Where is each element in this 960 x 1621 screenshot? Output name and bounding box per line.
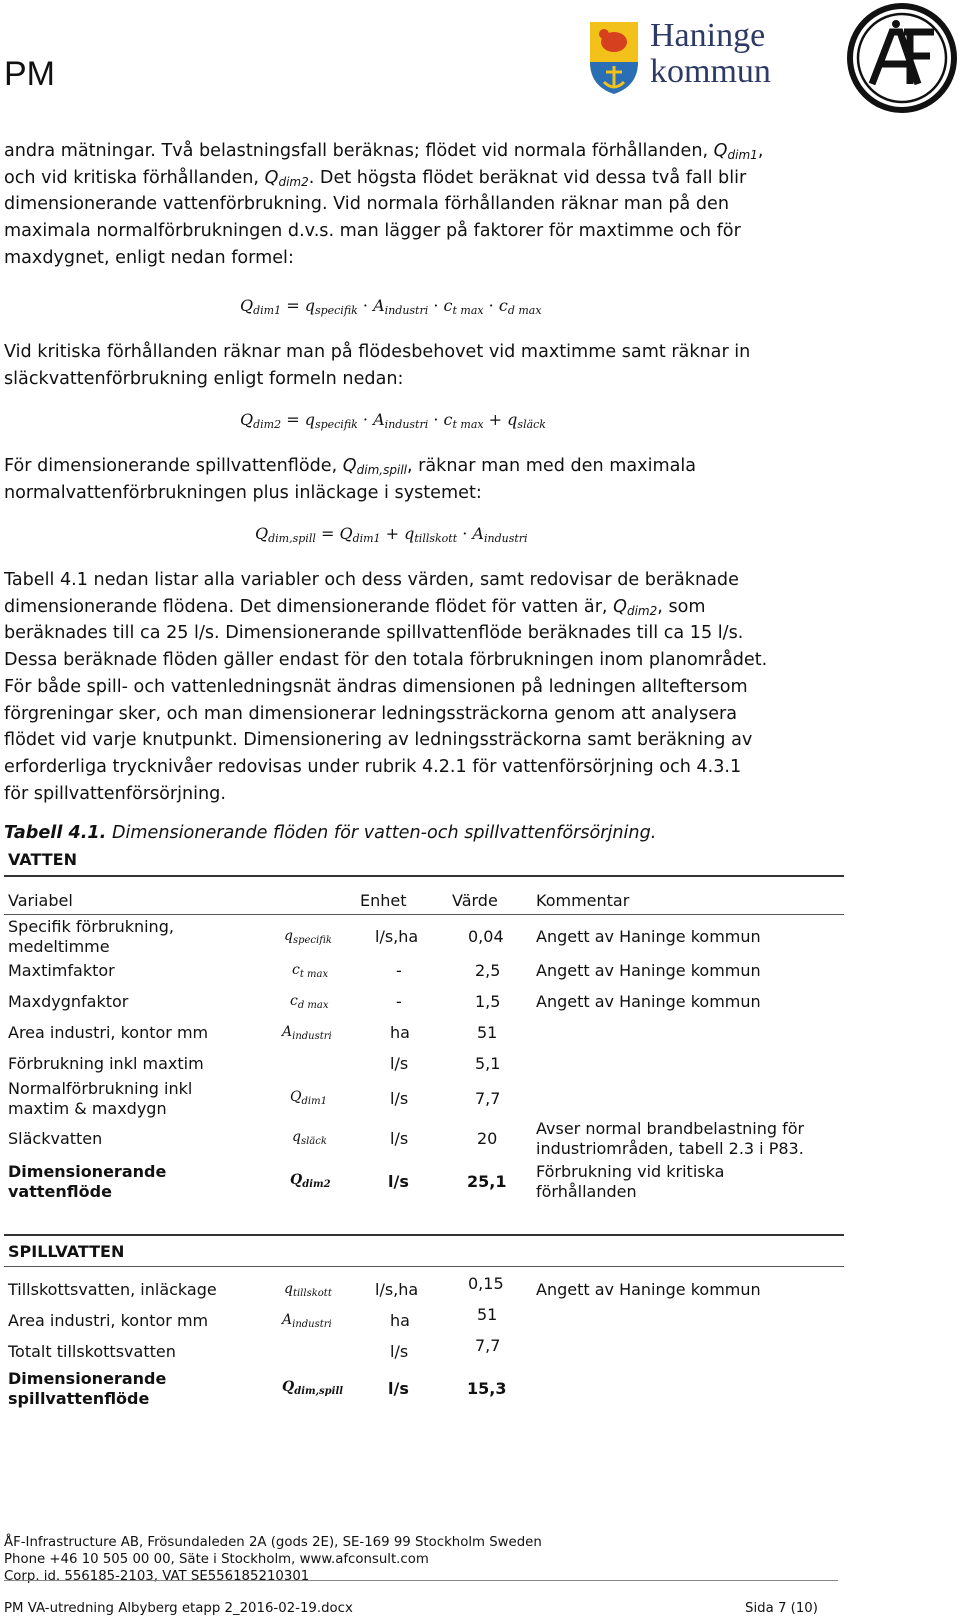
divider — [4, 1266, 844, 1267]
document-type-label: PM — [4, 55, 55, 93]
table-caption: Tabell 4.1. Dimensionerande flöden för vatten-och spillvattenförsörjning. — [4, 823, 657, 843]
logo-text-haninge: Haninge — [650, 17, 766, 54]
af-logo-icon — [846, 2, 958, 114]
section-title-spillvatten: SPILLVATTEN — [8, 1242, 125, 1261]
paragraph-critical-conditions: Vid kritiska förhållanden räknar man på flödesbehovet vid maxtimme samt räknar in släckvattenförbrukning enligt formeln nedan: — [4, 342, 751, 389]
formula-qdimspill: $Q_{dim,spill} = Q_{dim1} + q_{tillskott} \cdot A_{industri}$ — [255, 524, 528, 545]
footer-company-address: ÅF-Infrastructure AB, Frösundaleden 2A (gods 2E), SE-169 99 Stockholm Sweden — [4, 1535, 542, 1550]
formula-qdim2: $Q_{dim2} = q_{specifik} \cdot A_{industri} \cdot c_{t max} + q_{släck}$ — [240, 410, 546, 431]
section-title-vatten: VATTEN — [8, 850, 77, 869]
header-unit: Enhet — [360, 891, 407, 910]
header-value: Värde — [452, 891, 498, 910]
footer-corp-id: Corp. id. 556185-2103, VAT SE556185210301 — [4, 1569, 310, 1584]
paragraph-normal-conditions: andra mätningar. Två belastningsfall beräknas; flödet vid normala förhållanden, $Q_{dim1}$, och vid kritiska förhållanden, $Q_{dim2}$. Det högsta flödet beräknat vid dessa två fall blir dimensionerande vattenförbrukning. Vid normala förhållanden räknar man på den maximala normalförbrukningen d.v.s. man lägger på faktorer för maxtimme och för maxdygnet, enligt nedan formel: — [4, 141, 764, 268]
divider — [4, 914, 844, 915]
paragraph-table-description: Tabell 4.1 nedan listar alla variabler och dess värden, samt redovisar de beräknade dimensionerande flödena. Det dimensionerande flödet för vatten är, $Q_{dim2}$, som beräknades till ca 25 l/s. Dimensionerande spillvattenflöde beräknades till ca 15 l/s. Dessa beräknade flöden gäller endast för den totala förbrukningen inom planområdet. För både spill- och vattenledningsnät ändras dimensionen på ledningen allteftersom förgreningar sker, och man dimensionerar ledningssträckorna genom att analysera flödet vid varje knutpunkt. Dimensionering av ledningssträckorna samt beräkning av erforderliga trycknivåer redovisas under rubrik 4.2.1 för vattenförsörjning och 4.3.1 för spillvattenförsörjning. — [4, 570, 768, 804]
paragraph-wastewater: För dimensionerande spillvattenflöde, $Q_{dim,spill}$, räknar man med den maximala normalvattenförbrukningen plus inläckage i systemet: — [4, 456, 697, 503]
formula-qdim1: $Q_{dim1} = q_{specifik} \cdot A_{industri} \cdot c_{t max} \cdot c_{d max}$ — [240, 296, 542, 317]
af-logo — [846, 2, 958, 114]
footer-contact: Phone +46 10 505 00 00, Säte i Stockholm, www.afconsult.com — [4, 1552, 429, 1567]
divider — [4, 875, 844, 877]
divider — [4, 1234, 844, 1236]
haninge-kommun-logo — [588, 16, 798, 96]
footer-divider — [4, 1580, 838, 1581]
header-comment: Kommentar — [536, 891, 630, 910]
header-variable: Variabel — [8, 891, 73, 910]
footer-page-number: Sida 7 (10) — [745, 1601, 818, 1616]
footer-filename: PM VA-utredning Albyberg etapp 2_2016-02-19.docx — [4, 1601, 353, 1616]
logo-text-kommun: kommun — [650, 53, 771, 90]
